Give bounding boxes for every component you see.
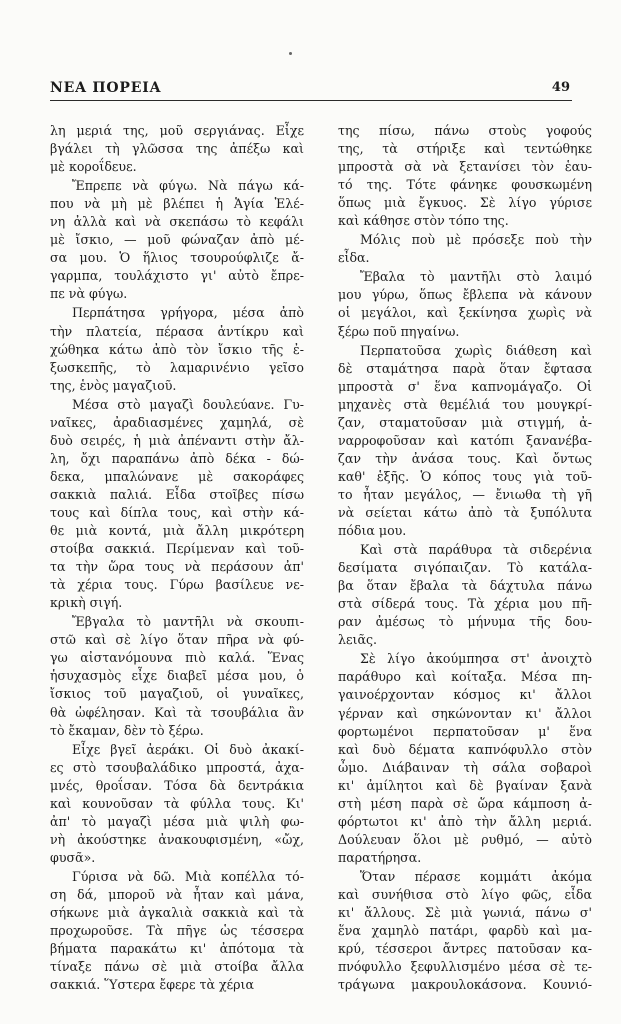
text-line: εἶδα. [338,250,370,266]
text-line: ὦμο. Διάβαιναν τὴ σάλα σοβαροὶ [338,759,592,775]
text-line: ναρροφοῦσαν καὶ κατόπι ξανανέβα- [338,432,592,448]
text-line: λειᾶς. [338,632,378,648]
text-line: στὴ μέση παρὰ σὲ ὥρα κάμποση ἀ- [338,795,592,811]
text-line: Μέσα στὸ μαγαζὶ δουλεύανε. Γυ- [72,396,304,412]
paper-speck [289,52,292,55]
text-line: βα ὅταν ἔβαλα τὰ δάχτυλα πάνω [338,578,592,594]
text-line: μπροστὰ σ' ἕνα καπνομάγαζο. Οἱ [338,378,592,394]
text-line: Γύρισα νὰ δῶ. Μιὰ κοπέλλα τό- [72,868,304,884]
text-line: δὲ σταμάτησα παρὰ ὅταν ἔφτασα [338,360,592,376]
running-head: ΝΕΑ ΠΟΡΕΙΑ [50,80,162,96]
text-line: της, ἑνὸς μαγαζιοῦ. [50,377,177,393]
text-line: τίναξε πάνω σὲ μιὰ στοίβα ἄλλα [50,959,304,975]
text-line: μπροστὰ σὰ νὰ ξετανίσει τὸν ἑαυ- [338,159,592,175]
right-column [338,122,592,994]
text-line: δυὸ σειρές, ἡ μιὰ ἀπέναντι στὴν ἄλ- [50,432,304,448]
text-line: Καὶ στὰ παράθυρα τὰ σιδερένια [360,542,592,558]
text-line: ζαν, σταματοῦσαν μιὰ στιγμή, ἀ- [338,414,592,430]
text-line: ἀπ' τὸ μαγαζὶ μέσα μιὰ ψιλὴ φω- [50,813,304,829]
text-line: στοίβα σακκιά. Περίμεναν καὶ τοῦ- [50,541,304,557]
text-line: ες στὸ τσουβαλάδικο μπροστά, ἀχα- [50,759,304,775]
text-line: ὅπως μιὰ ἔγκυος. Σὲ λίγο γύρισε [338,195,592,211]
text-line: Ἔβγαλα τὸ μαντῆλι νὰ σκουπι- [72,614,304,630]
text-line: τὰ χέρια τους. Γύρω βασίλευε νε- [50,577,304,593]
text-line: θε μιὰ κοντά, μιὰ ἄλλη μικρότερη [50,523,304,539]
text-line: λη, ὄχι παραπάνω ἀπὸ δέκα - δώ- [50,450,304,466]
text-line: κρύ, τέσσεροι ἄντρες πατοῦσαν κα- [338,941,592,957]
text-line: γέρναν καὶ σηκώνονταν κι' ἄλλοι [338,705,592,721]
text-line: τους καὶ δίπλα τους, καὶ στὴν κά- [50,504,304,520]
text-line: ζαν τὴν ἀνάσα τους. Καὶ ὄντως [338,450,592,466]
text-line: Περπάτησα γρήγορα, μέσα ἀπὸ [72,305,304,321]
text-line: φόρτωτοι κι' ἀπὸ τὴν ἄλλη μεριά. [338,813,592,829]
text-line: πε νὰ φύγω. [50,286,128,302]
text-line: ξέρω ποῦ πηγαίνω. [338,323,460,339]
text-line: γαρμπα, τουλάχιστο γι' αὐτὸ ἔπρε- [50,268,304,284]
text-line: σήκωνε μιὰ ἀγκαλιὰ σακκιὰ καὶ τὰ [50,905,304,921]
text-line: τα τὴν ὥρα τους νὰ περάσουν ἀπ' [50,559,304,575]
text-line: νὰ σείεται κάτω ἀπὸ τὰ ξυπόλυτα [338,504,592,520]
text-line: γω αἰστανόμουνα πιὸ καλά. Ἕνας [50,650,304,666]
text-line: μηχανὲς στὰ θεμέλιά του μουγκρί- [338,396,592,412]
text-line: παρατήρησα. [338,849,422,865]
text-line: δεσίματα σιγόπαιζαν. Τὸ κατάλα- [338,560,592,576]
text-line: νὴ ἀκούστηκε ἀνακουφισμένη, «ὤχ, [50,831,304,847]
text-line: Περπατοῦσα χωρὶς διάθεση καὶ [360,342,592,358]
text-line: φορτωμένοι περπατοῦσαν μ' ἕνα [338,723,592,739]
text-line: Εἶχε βγεῖ ἀεράκι. Οἱ δυὸ ἀκακί- [72,741,304,757]
text-line: λη μεριά της, μοῦ σεργιάνας. Εἶχε [50,123,304,138]
page-number: 49 [551,80,570,95]
text-line: ἕνα χαμηλὸ πατάρι, φαρδὺ καὶ μα- [338,923,592,939]
text-line: ξωσκεπῆς, τὸ λαμαρινένιο γεῖσο [50,359,304,375]
text-line: βγάλει τὴ γλῶσσα της ἀπέξω καὶ [50,141,304,157]
text-line: της πίσω, πάνω στοὺς γοφούς [338,123,592,138]
text-line: πνόφυλλο ξεφυλλισμένο μέσα σὲ τε- [338,959,592,975]
text-line: οἱ μεγάλοι, καὶ ξεκίνησα χωρὶς νὰ [338,305,592,321]
text-line: σα μου. Ὁ ἥλιος τσουρούφλιζε ἄ- [50,250,304,266]
text-line: ραν ἀμέσως τὸ μήνυμα τῆς δου- [338,614,592,630]
text-line: βήματα παρακάτω κι' ἀπότομα τὰ [50,941,304,957]
text-line: της, τὰ στήριξε καὶ τεντώθηκε [338,141,592,157]
text-line: κι' ἀμίλητοι καὶ δὲ βγαίναν ξανὰ [338,777,592,793]
text-line: Μόλις ποὺ μὲ πρόσεξε ποὺ τὴν [360,232,592,248]
text-line: θὰ ὠφέλησαν. Καὶ τὰ τσουβάλια ἂν [50,704,304,720]
text-line: ἡσυχασμὸς εἶχε διαβεῖ μέσα μου, ὁ [50,668,304,684]
text-line: Ἔβαλα τὸ μαντῆλι στὸ λαιμό [360,269,592,285]
text-line: προχωροῦσε. Τὰ πῆγε ὡς τέσσερα [50,923,304,939]
text-line: καὶ δυὸ δέματα καπνόφυλλο στὸν [338,741,592,757]
text-line: Δούλευαν ὅλοι μὲ ρυθμό, — αὐτὸ [338,831,592,847]
text-line: ἴσκιος τοῦ μαγαζιοῦ, οἱ γυναῖκες, [50,686,304,702]
text-line: κι' ἄλλους. Σὲ μιὰ γωνιά, πάνω σ' [338,905,592,921]
text-line: πόδια μου. [338,523,407,539]
text-line: καὶ κάθησε στὸν τόπο της. [338,213,509,229]
text-line: μου γύρω, ὅπως ἔβλεπα νὰ κάνουν [338,287,592,303]
text-line: ναῖκες, ἀραδιασμένες χαμηλά, σὲ [50,414,304,430]
left-column [50,122,304,994]
text-line: που νὰ μὴ μὲ βλέπει ἡ Ἁγία Ἑλέ- [50,196,304,212]
header-rule [50,100,572,101]
text-line: μὲ κοροΐδευε. [50,159,137,175]
text-line: σακκιά. Ὕστερα ἔφερε τὰ χέρια [50,977,254,993]
text-line: το ἦταν μεγάλος, — ἔνιωθα τὴ γῆ [338,486,592,502]
text-line: στῶ καὶ σὲ λίγο ὅταν πῆρα νὰ φύ- [50,632,304,648]
text-line: τό της. Τότε φάνηκε φουσκωμένη [338,177,592,193]
text-line: Σὲ λίγο ἀκούμπησα στ' ἀνοιχτὸ [360,651,592,667]
text-line: καὶ συνήθισα στὸ λίγο φῶς, εἶδα [338,886,592,902]
text-line: τράγωνα μακρουλοκάσονα. Κουνιό- [338,977,592,993]
text-line: τὸ ἔκαμαν, δὲν τὸ ξέρω. [50,722,204,738]
text-line: μὲ ἴσκιο, — μοῦ φώναζαν ἀπὸ μέ- [50,232,304,248]
page-header [50,78,572,104]
text-line: τὴν πλατεία, πέρασα ἀντίκρυ καὶ [50,323,304,339]
text-line: στὰ σίδερά τους. Τὰ χέρια μου πῆ- [338,596,592,612]
text-line: δεκα, μπαλώνανε μὲ σακοράφες [50,468,304,484]
text-line: καὶ κουνοῦσαν τὰ φύλλα τους. Κι' [50,795,304,811]
text-line: φυσᾶ». [50,849,96,865]
text-line: γαινοέρχονταν κόσμος κι' ἄλλοι [338,687,592,703]
text-line: ση δά, μποροῦ νὰ ἦταν καὶ μάνα, [50,886,304,902]
text-line: σακκιὰ παλιά. Εἶδα στοῖβες πίσω [50,486,304,502]
text-line: κρικὴ σιγή. [50,595,123,611]
text-line: χώθηκα κάτω ἀπὸ τὸν ἴσκιο τῆς ἐ- [50,341,304,357]
text-line: Ὅταν πέρασε κομμάτι ἀκόμα [360,868,592,884]
text-line: Ἔπρεπε νὰ φύγω. Νὰ πάγω κά- [72,178,304,194]
text-line: καθ' ἑξῆς. Ὁ κόπος τους γιὰ τοῦ- [338,468,592,484]
text-line: μνές, θροΐσαν. Τόσα δὰ δεντράκια [50,777,304,793]
text-line: παράθυρο καὶ κοίταξα. Μέσα πη- [338,669,592,685]
text-line: νη ἀλλὰ καὶ νὰ σκεπάσω τὸ κεφάλι [50,214,304,230]
